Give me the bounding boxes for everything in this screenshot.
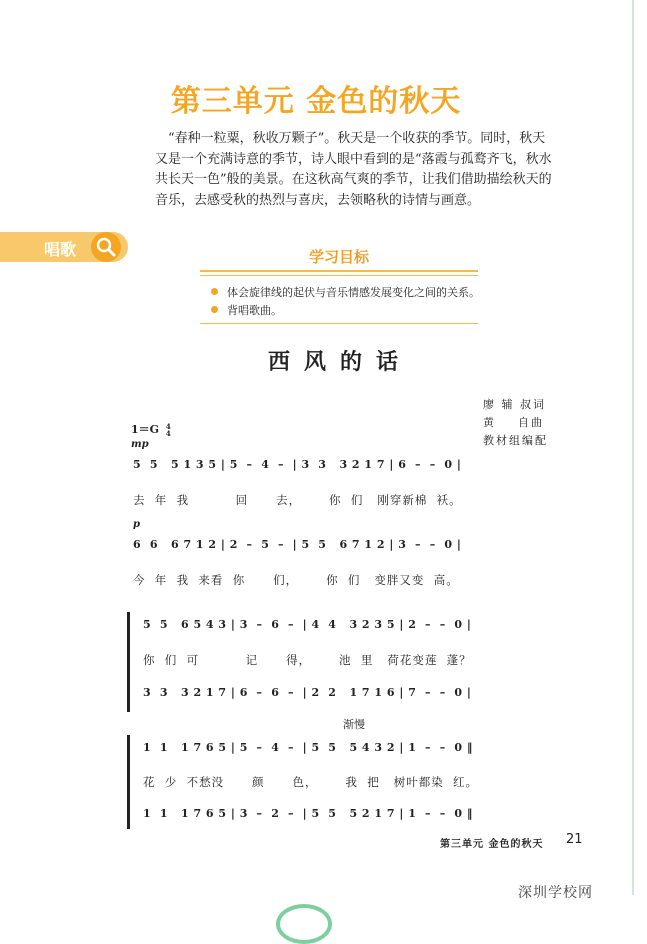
notation-row: 6 6 6 7 1 2 | 2 – 5 – | 5 5 6 7 1 2 | 3 – – 0 | bbox=[133, 538, 462, 551]
notation-row: 3 3 3 2 1 7 | 6 – 6 – | 2 2 1 7 1 6 | 7 – – 0 | bbox=[143, 686, 472, 699]
composer-credit: 黄 自曲 bbox=[483, 416, 544, 429]
notation-row: 5 5 6 5 4 3 | 3 – 6 – | 4 4 3 2 3 5 | 2 – – 0 | bbox=[143, 618, 472, 631]
dynamic-mark: p bbox=[133, 519, 140, 530]
notation-row: 5 5 5 1 3 5 | 5 – 4 – | 3 3 3 2 1 7 | 6 – – 0 | bbox=[133, 458, 462, 471]
notation-row: 1 1 1 7 6 5 | 5 – 4 – | 5 5 5 4 3 2 | 1 – – 0 ‖ bbox=[143, 741, 473, 754]
goals-divider bbox=[200, 270, 478, 272]
notation-row: 1 1 1 7 6 5 | 3 – 2 – | 5 5 5 2 1 7 | 1 – – 0 ‖ bbox=[143, 807, 473, 820]
bullet-icon bbox=[211, 288, 218, 295]
lyrics-row: 去 年 我 回 去， 你 们 刚穿新棉 袄。 bbox=[133, 493, 462, 507]
system-bracket bbox=[127, 612, 130, 712]
goal-item: 体会旋律线的起伏与音乐情感发展变化之间的关系。 bbox=[211, 284, 480, 300]
goals-divider bbox=[200, 275, 478, 276]
lyricist-credit: 廖 辅 叔词 bbox=[483, 398, 546, 411]
song-title: 西风的话 bbox=[267, 349, 412, 375]
watermark: 深圳学校网 bbox=[518, 885, 593, 901]
lyrics-row: 今 年 我 来看 你 们， 你 们 变胖又变 高。 bbox=[133, 573, 459, 587]
intro-paragraph: “春种一粒粟，秋收万颗子”。秋天是一个收获的季节。同时，秋天又是一个充满诗意的季节，诗人眼中看到的是“落霞与孤鹜齐飞，秋水共长天一色”般的美景。在这秋高气爽的季节，让我们借助描绘秋天的音乐，去感受秋的热烈与喜庆，去领略秋的诗情与画意。 bbox=[155, 131, 552, 208]
tempo-mark: 渐慢 bbox=[343, 718, 365, 731]
time-signature: 4 4 bbox=[165, 422, 171, 438]
arranger-credit: 教材组编配 bbox=[483, 434, 548, 447]
song-credits bbox=[483, 396, 548, 450]
magnifier-icon bbox=[91, 232, 121, 262]
goals-heading: 学习目标 bbox=[308, 248, 369, 266]
decorative-arc bbox=[276, 904, 332, 944]
page-number: 21 bbox=[566, 832, 583, 847]
goals-divider bbox=[200, 323, 478, 324]
unit-title: 第三单元 金色的秋天 bbox=[170, 84, 462, 119]
goal-item: 背唱歌曲。 bbox=[211, 302, 282, 318]
dynamic-mark: mp bbox=[131, 439, 149, 450]
running-head: 第三单元 金色的秋天 bbox=[440, 839, 544, 850]
lyrics-row: 你 们 可 记 得， 池 里 荷花变莲 蓬？ bbox=[143, 653, 472, 667]
lyrics-row: 花 少 不愁没 颜 色， 我 把 树叶都染 红。 bbox=[143, 775, 479, 789]
system-bracket bbox=[127, 735, 130, 829]
section-tab-label: 唱歌 bbox=[44, 240, 77, 259]
key-signature: 1＝G 4 4 bbox=[131, 422, 171, 438]
bullet-icon bbox=[211, 306, 218, 313]
